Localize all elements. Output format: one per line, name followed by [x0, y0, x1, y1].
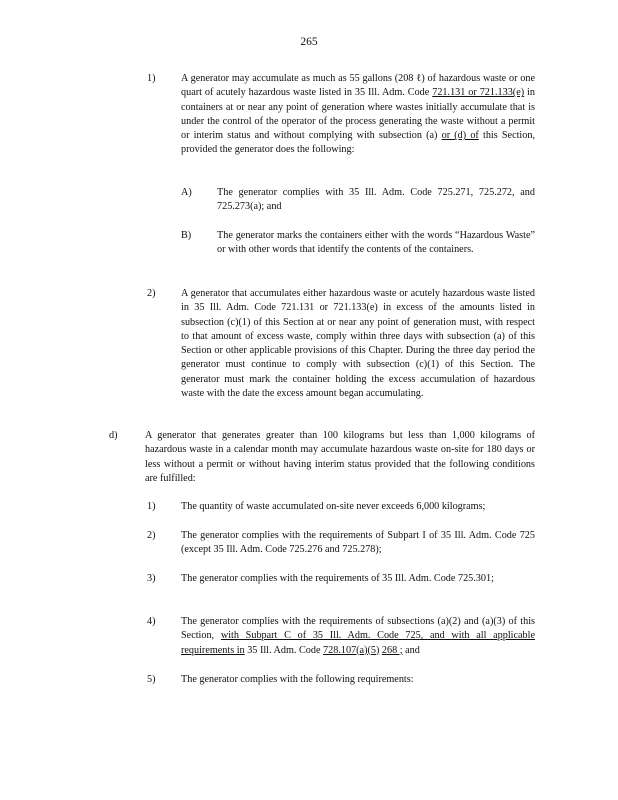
paragraph-d4 — [181, 615, 535, 658]
underlined-amendment-c1-b: or (d) of — [441, 130, 479, 142]
paragraph-c1-B: The generator marks the containers either with the words “Hazardous Waste” or with other words that identify the contents of the containers. — [217, 230, 535, 256]
page-number: 265 — [300, 36, 318, 48]
text-d4-part2: 35 Ill. Adm. Code — [244, 644, 324, 656]
paragraph-d1: The quantity of waste accumulated on-site never exceeds 6,000 kilograms; — [181, 501, 486, 512]
underlined-amendment-d4-b: 728.107(a)(5) — [323, 644, 380, 656]
text-d4-part1: The generator complies with the requirements of subsections (a)(2) and (a)(3) of this Section, — [181, 616, 535, 642]
paragraph-d5: The generator complies with the following requirements: — [181, 674, 414, 685]
text-c1-part3: this Section, provided the generator does the following: — [181, 130, 535, 156]
item-label-c1: 1) — [147, 73, 156, 84]
paragraph-d: A generator that generates greater than 100 kilograms but less than 1,000 kilograms of hazardous waste in a calendar month may accumulate hazardous waste on-site for 180 days or less without a permit or without having interim status provided that the following conditions are fulfilled: — [145, 430, 535, 484]
item-label-c2: 2) — [147, 288, 156, 299]
paragraph-d3: The generator complies with the requirements of 35 Ill. Adm. Code 725.301; — [181, 573, 494, 584]
paragraph-d2: The generator complies with the requirements of Subpart I of 35 Ill. Adm. Code 725 (except 35 Ill. Adm. Code 725.276 and 725.278); — [181, 530, 535, 556]
underlined-amendment-d4-c: 268 ; — [381, 644, 403, 656]
item-label-c1-A: A) — [181, 187, 192, 198]
text-d4-part4: and — [402, 644, 420, 656]
item-label-d1: 1) — [147, 501, 156, 512]
item-label-d2: 2) — [147, 530, 156, 541]
item-label-c1-B: B) — [181, 230, 192, 241]
underlined-amendment-d4-a: with Subpart C of 35 Ill. Adm. Code 725, and with all applicable requirements in — [181, 630, 535, 656]
item-label-d4: 4) — [147, 616, 156, 627]
paragraph-c1-A: The generator complies with 35 Ill. Adm. Code 725.271, 725.272, and 725.273(a); and — [217, 187, 535, 213]
text-c1-part1: A generator may accumulate as much as 55 gallons (208 ℓ) of hazardous waste or one quart of acutely hazardous waste listed in 35 Ill. Adm. Code — [181, 73, 535, 99]
text-c1-part2: in containers at or near any point of generation where wastes initially accumulate that is under the control of the operator of the process generating the waste without a permit or interim status and without complying with subsection (a) — [181, 87, 535, 142]
paragraph-c1 — [181, 72, 535, 158]
item-label-d5: 5) — [147, 674, 156, 685]
paragraph-c2: A generator that accumulates either hazardous waste or acutely hazardous waste listed in 35 Ill. Adm. Code 721.131 or 721.133(e) in excess of the amounts listed in subsection (c)(1) of this Section at or near any point of generation must, with respect to that amount of excess waste, comply within three days with subsection (a) of this Section or other applicable provisions of this Chapter. During the three day period the generator must continue to comply with subsection (c)(1) of this Section. The generator must mark the container holding the excess accumulation of hazardous waste with the date the excess amount began accumulating. — [181, 288, 535, 400]
underlined-amendment-c1-a: 721.131 or 721.133(e) — [432, 87, 525, 99]
section-label-d: d) — [109, 430, 118, 441]
item-label-d3: 3) — [147, 573, 156, 584]
